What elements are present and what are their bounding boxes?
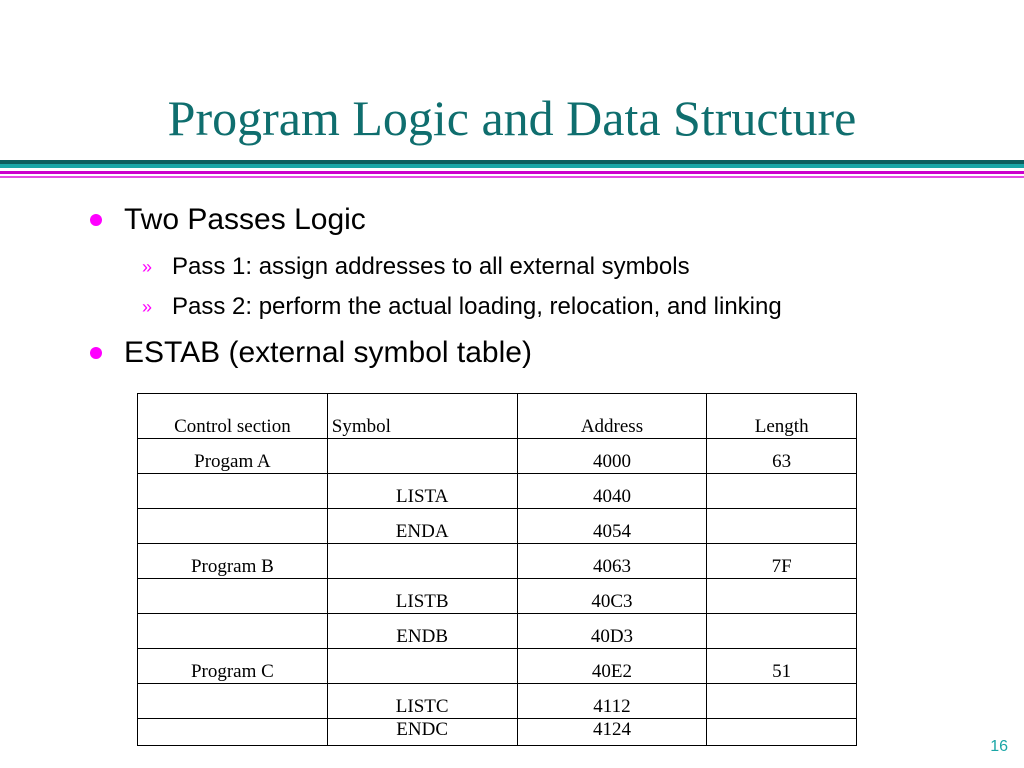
cell-address: 4063	[517, 544, 707, 579]
cell-length	[707, 509, 857, 544]
cell-symbol	[327, 649, 517, 684]
table-row	[138, 684, 857, 719]
cell-length: 63	[707, 439, 857, 474]
cell-control-section	[138, 719, 328, 746]
bullet-dot-icon	[90, 214, 102, 226]
bullet-text: Two Passes Logic	[124, 203, 366, 236]
cell-control-section	[138, 509, 328, 544]
cell-address: 40D3	[517, 614, 707, 649]
cell-length	[707, 474, 857, 509]
cell-address: 40E2	[517, 649, 707, 684]
bullet-dot-icon	[90, 347, 102, 359]
table-row	[138, 719, 857, 746]
table-row	[138, 474, 857, 509]
bullet-estab	[90, 336, 532, 370]
cell-length	[707, 579, 857, 614]
cell-length	[707, 684, 857, 719]
sub-bullet-text: Pass 2: perform the actual loading, relocation, and linking	[172, 293, 782, 320]
cell-symbol: LISTC	[327, 684, 517, 719]
estab-table	[137, 393, 857, 746]
title-rule-magenta-thin	[0, 176, 1024, 178]
sub-bullet-pass-1	[142, 253, 690, 281]
cell-length	[707, 719, 857, 746]
table-row	[138, 544, 857, 579]
title-rule-magenta	[0, 171, 1024, 174]
sub-bullet-raquo-icon: »	[142, 256, 153, 277]
table-row	[138, 614, 857, 649]
cell-control-section: Program B	[138, 544, 328, 579]
cell-symbol: LISTB	[327, 579, 517, 614]
sub-bullet-pass-2	[142, 293, 782, 321]
cell-address: 4000	[517, 439, 707, 474]
header-control-section: Control section	[138, 394, 328, 439]
table-header-row	[138, 394, 857, 439]
sub-bullet-raquo-icon: »	[142, 296, 153, 317]
cell-control-section	[138, 579, 328, 614]
slide-number: 16	[990, 738, 1008, 755]
cell-symbol	[327, 544, 517, 579]
cell-address: 40C3	[517, 579, 707, 614]
cell-symbol: ENDB	[327, 614, 517, 649]
cell-control-section: Program C	[138, 649, 328, 684]
cell-symbol: ENDA	[327, 509, 517, 544]
title-rule-teal	[0, 164, 1024, 168]
table-row	[138, 439, 857, 474]
header-address: Address	[517, 394, 707, 439]
table-row	[138, 579, 857, 614]
cell-address: 4112	[517, 684, 707, 719]
cell-control-section: Progam A	[138, 439, 328, 474]
slide-title: Program Logic and Data Structure	[167, 90, 857, 146]
cell-length: 7F	[707, 544, 857, 579]
cell-address: 4054	[517, 509, 707, 544]
cell-length	[707, 614, 857, 649]
cell-control-section	[138, 684, 328, 719]
cell-address: 4124	[517, 719, 707, 746]
table-row	[138, 649, 857, 684]
cell-control-section	[138, 474, 328, 509]
table-row	[138, 509, 857, 544]
cell-symbol	[327, 439, 517, 474]
header-symbol: Symbol	[327, 394, 517, 439]
cell-control-section	[138, 614, 328, 649]
cell-symbol: LISTA	[327, 474, 517, 509]
header-length: Length	[707, 394, 857, 439]
cell-length: 51	[707, 649, 857, 684]
bullet-text: ESTAB (external symbol table)	[124, 336, 532, 369]
cell-symbol: ENDC	[327, 719, 517, 746]
bullet-two-passes	[90, 203, 366, 237]
sub-bullet-text: Pass 1: assign addresses to all external symbols	[172, 253, 690, 280]
cell-address: 4040	[517, 474, 707, 509]
